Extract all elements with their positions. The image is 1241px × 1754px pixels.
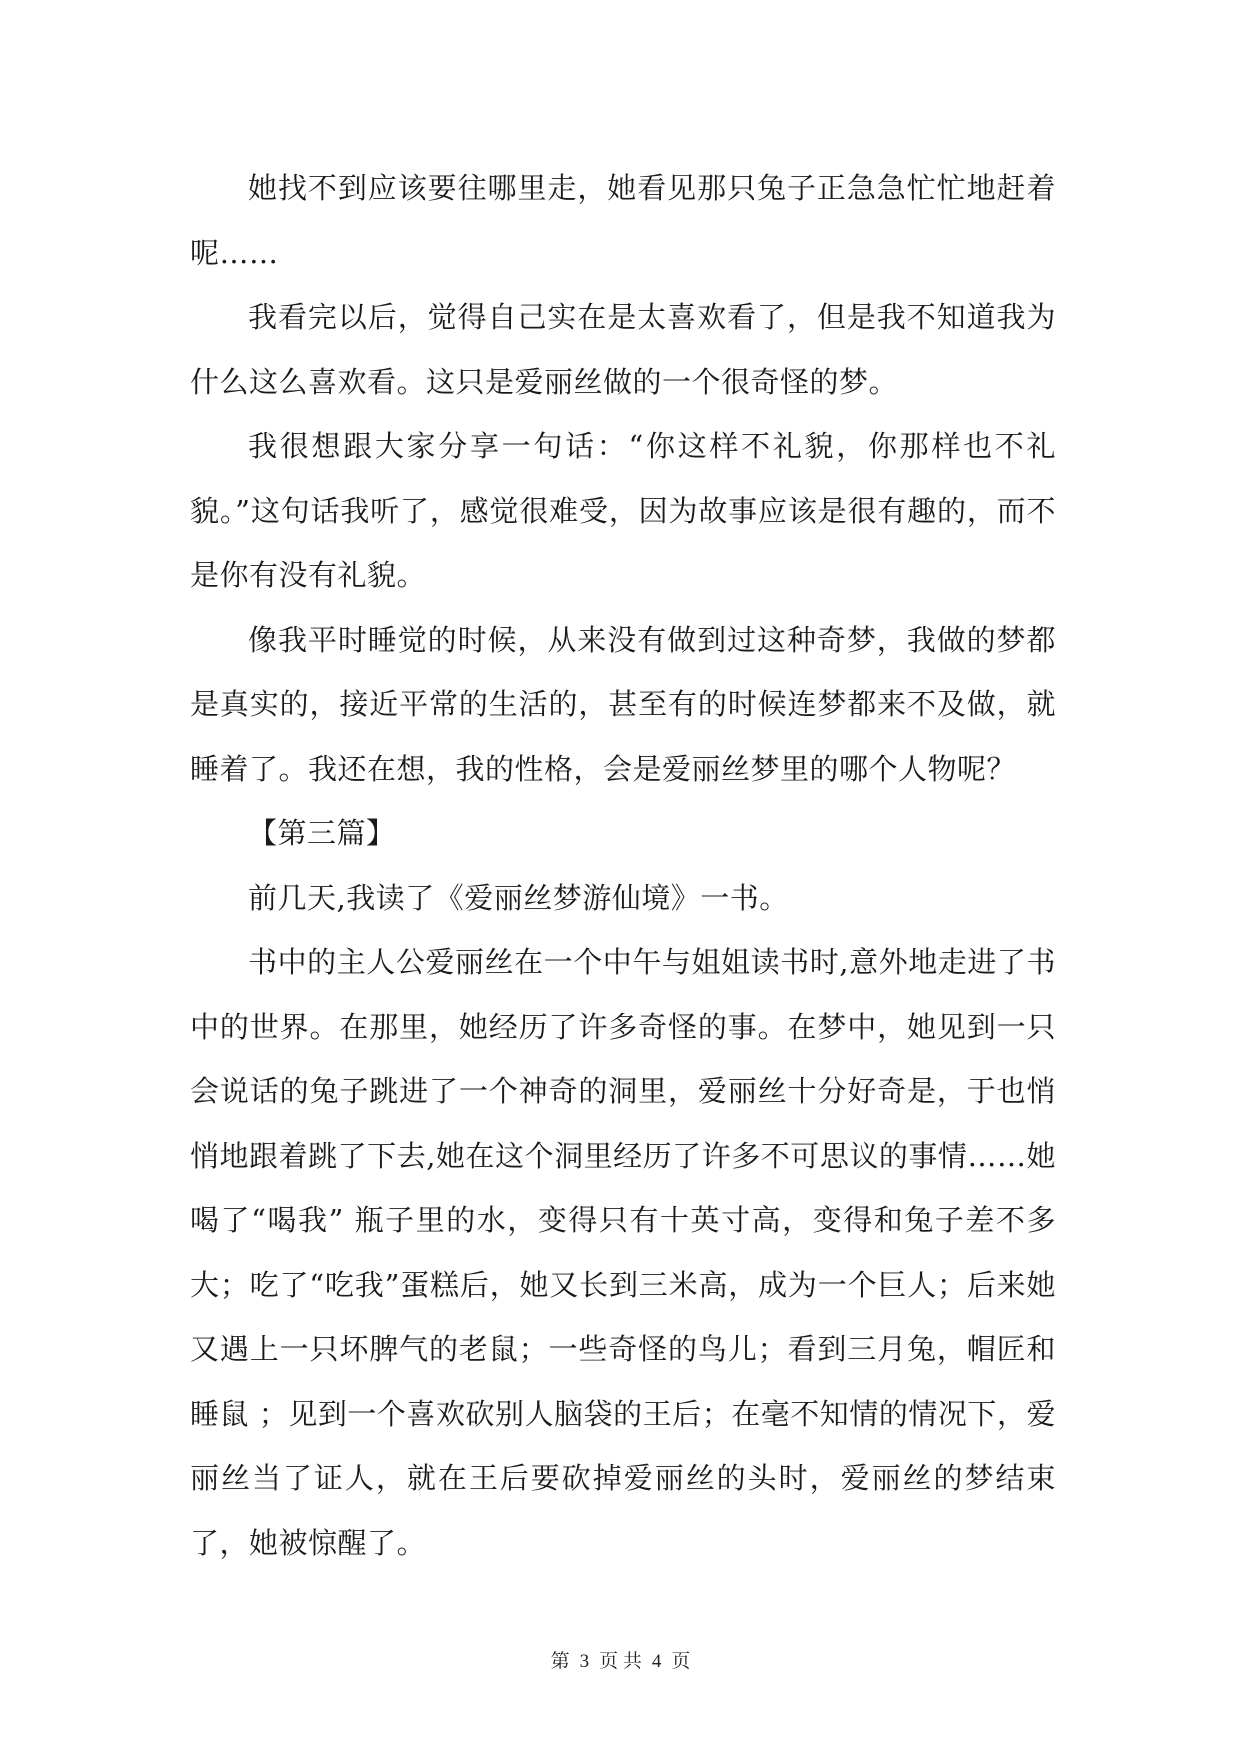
document-body (190, 156, 1056, 1575)
footer-suffix: 页 (671, 1651, 691, 1672)
section-heading: 【第三篇】 (248, 816, 396, 850)
footer-middle: 页 共 (599, 1651, 642, 1672)
current-page-number: 3 (579, 1651, 590, 1672)
paragraph: 前几天,我读了《爱丽丝梦游仙境》一书。 (248, 880, 789, 915)
paragraph: 我看完以后，觉得自己实在是太喜欢看了，但是我不知道我为什么这么喜欢看。这只是爱丽丝做的一个很奇怪的梦。 (190, 300, 1056, 399)
paragraph: 书中的主人公爱丽丝在一个中午与姐姐读书时,意外地走进了书中的世界。在那里，她经历了许多奇怪的事。在梦中，她见到一只会说话的兔子跳进了一个神奇的洞里，爱丽丝十分好奇是，于也悄悄地跟着跳了下去,她在这个洞里经历了许多不可思议的事情……她喝了“喝我” 瓶子里的水，变得只有十英寸高，变得和兔子差不多大；吃了“吃我”蛋糕后，她又长到三米高，成为一个巨人；后来她又遇上一只坏脾气的老鼠；一些奇怪的鸟儿；看到三月兔，帽匠和睡鼠 ；见到一个喜欢砍别人脑袋的王后；在毫不知情的情况下，爱丽丝当了证人，就在王后要砍掉爱丽丝的头时，爱丽丝的梦结束了，她被惊醒了。 (190, 945, 1056, 1560)
footer-prefix: 第 (550, 1651, 570, 1672)
paragraph: 像我平时睡觉的时候，从来没有做到过这种奇梦，我做的梦都是真实的，接近平常的生活的，甚至有的时候连梦都来不及做，就睡着了。我还在想，我的性格，会是爱丽丝梦里的哪个人物呢？ (190, 622, 1056, 786)
paragraph: 她找不到应该要往哪里走，她看见那只兔子正急急忙忙地赶着呢…… (190, 171, 1056, 270)
total-pages-number: 4 (651, 1651, 662, 1672)
page-footer (0, 1646, 1241, 1673)
paragraph: 我很想跟大家分享一句话：“你这样不礼貌，你那样也不礼貌。”这句话我听了，感觉很难受，因为故事应该是很有趣的，而不是你有没有礼貌。 (190, 429, 1056, 592)
